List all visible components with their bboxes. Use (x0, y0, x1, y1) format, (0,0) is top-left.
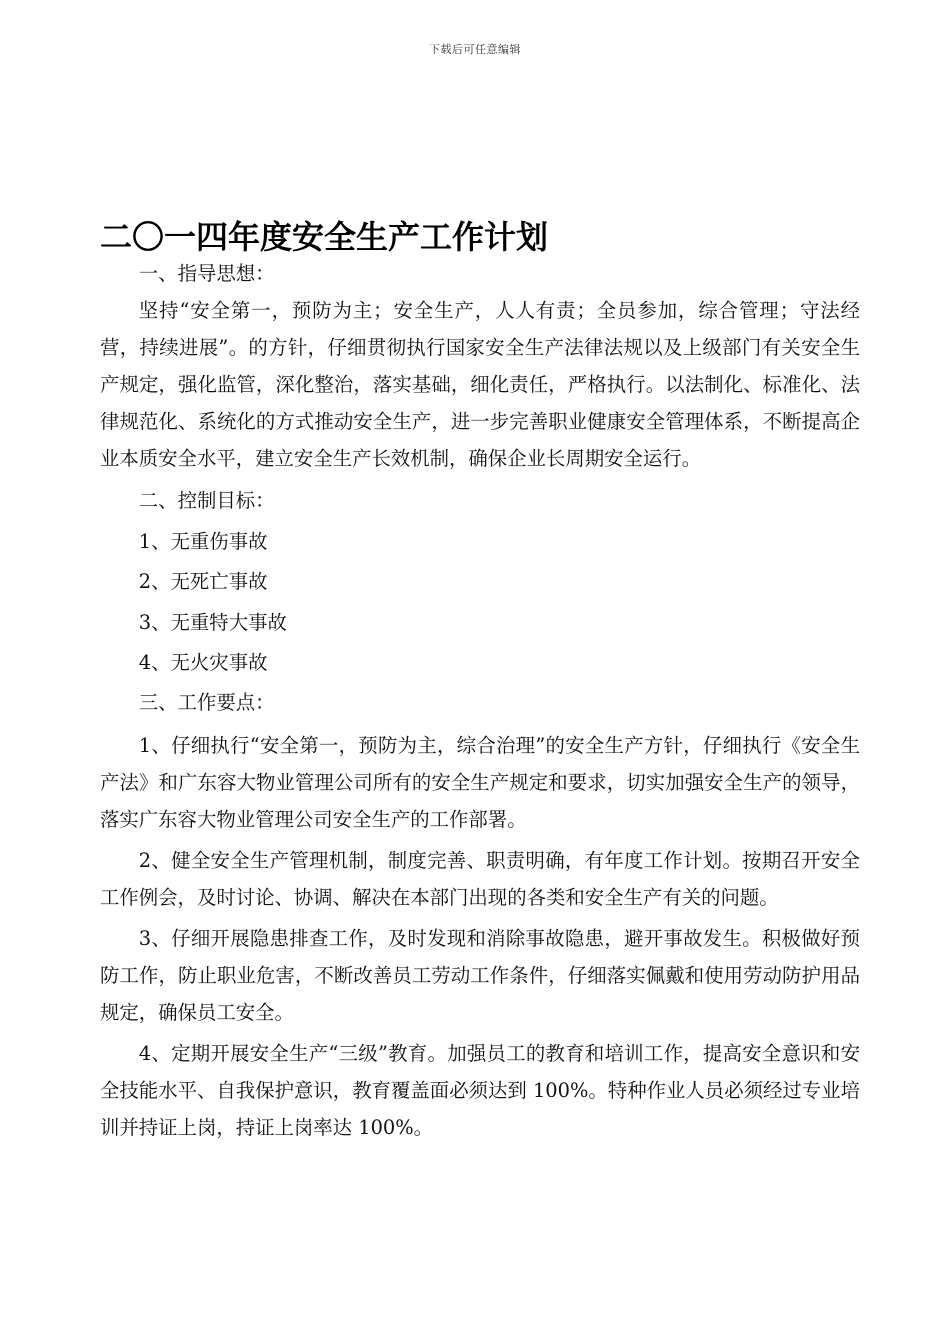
document-body (100, 255, 860, 1150)
section-heading-control-targets: 二、控制目标： (138, 489, 275, 512)
list-item: 3、无重特大事故 (138, 610, 287, 634)
section-heading-work-points: 三、工作要点： (138, 690, 275, 714)
work-point-paragraph: 2、健全安全生产管理机制，制度完善、职责明确，有年度工作计划。按期召开安全工作例会，及时讨论、协调、解决在本部门出现的各类和安全生产有关的问题。 (100, 848, 860, 909)
document-title: 二〇一四年度安全生产工作计划 (100, 218, 549, 256)
work-point-paragraph: 4、定期开展安全生产“三级”教育。加强员工的教育和培训工作，提高安全意识和安全技能水平、自我保护意识，教育覆盖面必须达到 100%。特种作业人员必须经过专业培训并持证上岗，持证上岗率达 100%。 (100, 1041, 860, 1139)
list-item: 2、无死亡事故 (138, 570, 268, 593)
list-item: 4、无火灾事故 (138, 651, 268, 674)
work-point-paragraph: 3、仔细开展隐患排查工作，及时发现和消除事故隐患，避开事故发生。积极做好预防工作，防止职业危害，不断改善员工劳动工作条件，仔细落实佩戴和使用劳动防护用品规定，确保员工安全。 (100, 926, 860, 1024)
page-header-watermark: 下载后可任意编辑 (429, 43, 521, 56)
list-item: 1、无重伤事故 (138, 529, 268, 553)
section-heading-guiding-ideology: 一、指导思想： (138, 262, 275, 285)
work-point-paragraph: 1、仔细执行“安全第一，预防为主，综合治理”的安全生产方针，仔细执行《安全生产法》和广东容大物业管理公司所有的安全生产规定和要求，切实加强安全生产的领导，落实广东容大物业管理公司安全生产的工作部署。 (100, 733, 860, 831)
paragraph-guiding-ideology: 坚持“安全第一，预防为主；安全生产，人人有责；全员参加，综合管理；守法经营，持续进展”。的方针，仔细贯彻执行国家安全生产法律法规以及上级部门有关安全生产规定，强化监管，深化整治，落实基础，细化责任，严格执行。以法制化、标准化、法律规范化、系统化的方式推动安全生产，进一步完善职业健康安全管理体系，不断提高企业本质安全水平，建立安全生产长效机制，确保企业长周期安全运行。 (100, 299, 860, 470)
